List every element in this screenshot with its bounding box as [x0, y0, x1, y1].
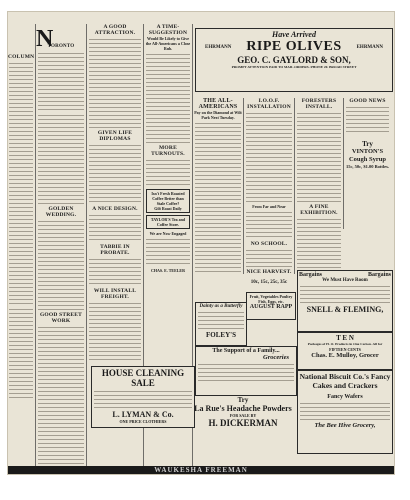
lyman-name: L. LYMAN & Co.: [112, 410, 174, 419]
text-block: [89, 214, 141, 242]
lyman-sub: ONE PRICE CLOTHIERS: [119, 419, 167, 424]
subheading: From Far and Near: [252, 204, 286, 209]
left-column: [8, 24, 34, 468]
fruit-ad: [246, 292, 296, 320]
subheading: Would Be Likely to Give the All-Americans a Close Rub.: [145, 36, 191, 51]
newspaper-sheet: [8, 12, 394, 474]
dainty-title: Dainty as a Butterfly: [199, 304, 243, 309]
house-cleaning-title: HOUSE CLEANING SALE: [101, 368, 185, 388]
bargains-ad: [297, 270, 393, 332]
larue-title: La Rue's Headache Powders: [194, 404, 292, 413]
heading: A NICE DESIGN.: [92, 206, 138, 212]
text-block: [38, 114, 84, 204]
text-block: [89, 144, 141, 204]
larue-try: Try: [237, 396, 249, 404]
vinton-name: VINTON'S Cough Syrup: [348, 148, 387, 163]
text-block: [9, 62, 33, 152]
text-block: [94, 390, 192, 408]
heading: I.O.O.F. INSTALLATION: [247, 98, 291, 110]
heading: GOOD NEWS: [349, 98, 386, 104]
snell-name: SNELL & FLEMING,: [306, 305, 384, 314]
house-cleaning-ad: [91, 366, 195, 428]
text-block: [300, 402, 390, 420]
column-rule: [86, 24, 87, 468]
text-block: [9, 154, 33, 244]
coffee-ad-text: Isn't Fresh Roasted Coffee Better than Stale Coffee?: [151, 191, 185, 206]
fancy-wafers: Fancy Wafers: [327, 394, 363, 400]
ehrmann-right: EHRMANN: [356, 44, 383, 50]
heading: NICE HARVEST.: [246, 269, 292, 275]
ten-title: T E N: [336, 334, 354, 342]
gaylord-name: GEO. C. GAYLORD & SON,: [237, 55, 351, 65]
foleys-name: FOLEY'S: [206, 331, 236, 339]
heading: A TIME-SUGGESTION: [148, 24, 188, 36]
fruit-text: Fruit, Vegetables Poultry Fish, Eggs, etc.: [249, 294, 293, 304]
olives-title: RIPE OLIVES: [246, 39, 342, 54]
olives-row: [197, 39, 391, 55]
bargains-left: Bargains: [299, 272, 323, 278]
heading: A FINE EXHIBITION.: [300, 204, 338, 216]
text-block: [297, 112, 341, 202]
text-block: [38, 326, 84, 416]
text-block: [146, 159, 190, 187]
text-block: [246, 249, 292, 267]
beehive-name: The Bee Hive Grocery,: [314, 422, 376, 429]
mulloy-name: Chas. E. Mulloy, Grocer: [311, 352, 379, 359]
support-title: The Support of a Family...: [212, 348, 280, 354]
text-block: [198, 363, 294, 381]
text-block: [198, 311, 244, 329]
fifteen-cents: FIFTEEN CENTS: [329, 347, 361, 352]
heading: NO SCHOOL.: [250, 241, 288, 247]
text-block: [300, 285, 390, 303]
text-block: [38, 220, 84, 310]
heading: WILL INSTALL FREIGHT.: [93, 288, 137, 300]
heading: THE ALL-AMERICANS: [198, 98, 238, 110]
no-room: We Must Have Room: [322, 278, 368, 283]
groceries-ad: [195, 346, 297, 396]
left-column-head: COLUMN: [8, 54, 34, 60]
national-title: National Biscuit Co.'s Fancy Cakes and Crackers: [299, 372, 391, 390]
coffee-ad: [146, 189, 190, 213]
text-block: [146, 53, 190, 143]
teeler-name: CHAS. E. TEELER: [151, 268, 185, 273]
column-2: [37, 24, 85, 468]
heading: GIVEN LIFE DIPLOMAS: [97, 130, 133, 142]
text-block: [38, 52, 84, 112]
text-block: [89, 302, 141, 362]
text-block: [346, 106, 389, 134]
heading: TORONTO: [47, 44, 75, 49]
gaylord-sub: PROMPT ATTENTION PAID TO MAIL ORDERS. PHONE 20. BROAD STREET: [231, 65, 357, 69]
rapp-name: AUGUST RAPP: [249, 304, 293, 310]
text-block: [195, 122, 241, 212]
text-block: [297, 218, 341, 278]
text-block: [38, 418, 84, 468]
larue-ad: [194, 396, 292, 452]
column-rule: [343, 98, 344, 229]
heading: MORE TURNOUTS.: [151, 145, 185, 157]
dickerman-name: H. DICKERMAN: [208, 418, 278, 428]
bargains-right: Bargains: [367, 272, 391, 278]
olives-arrived: Have Arrived: [272, 30, 316, 39]
ten-sub: Packages of H. O. Products in One Carton. All for: [307, 342, 383, 346]
groceries-title: Groceries: [263, 354, 289, 361]
text-block: [246, 211, 292, 239]
column-rule: [35, 24, 36, 468]
text-block: [89, 38, 141, 128]
larue-forsale: FOR SALE BY: [229, 413, 257, 418]
vinton-price: 15c, 50c, $1.00 Bottles.: [345, 164, 390, 169]
heading: GOOD STREET WORK: [39, 312, 83, 324]
text-block: [195, 214, 241, 274]
ten-ad: [297, 332, 393, 370]
biscuit-ad: [297, 370, 393, 454]
heading: FORESTERS INSTALL.: [301, 98, 337, 110]
olives-ad: [195, 28, 393, 92]
dainty-ad: [195, 302, 247, 346]
text-block: [146, 238, 190, 266]
ehrmann-left: EHRMANN: [205, 44, 232, 50]
text-block: [9, 308, 33, 398]
subheading: Pay on the Diamond at Wilt Park Next Tuesday.: [194, 110, 242, 120]
heading: GOLDEN WEDDING.: [45, 206, 77, 218]
masthead-letter: N: [36, 26, 54, 52]
footer-strip: WAUKESHA FREEMAN: [8, 466, 394, 474]
taylor-ad: [146, 215, 190, 229]
column-rule: [294, 98, 295, 274]
text-block: [9, 246, 33, 306]
price-strip: 10c, 15c, 25c, 35c: [250, 280, 288, 285]
text-block: [246, 112, 292, 202]
column-rule: [243, 98, 244, 274]
heading: TABBIE IN PROBATE.: [100, 244, 130, 256]
text-block: [89, 258, 141, 286]
engaged-heading: We are Now Engaged: [149, 231, 187, 236]
vinton-try: Try: [362, 140, 373, 148]
heading: A GOOD ATTRACTION.: [94, 24, 136, 36]
taylor-ad-text: TAYLOR'S Tea and Coffee Store.: [150, 217, 186, 227]
coffee-ad-note: Gilt Roast Daily: [154, 206, 182, 211]
